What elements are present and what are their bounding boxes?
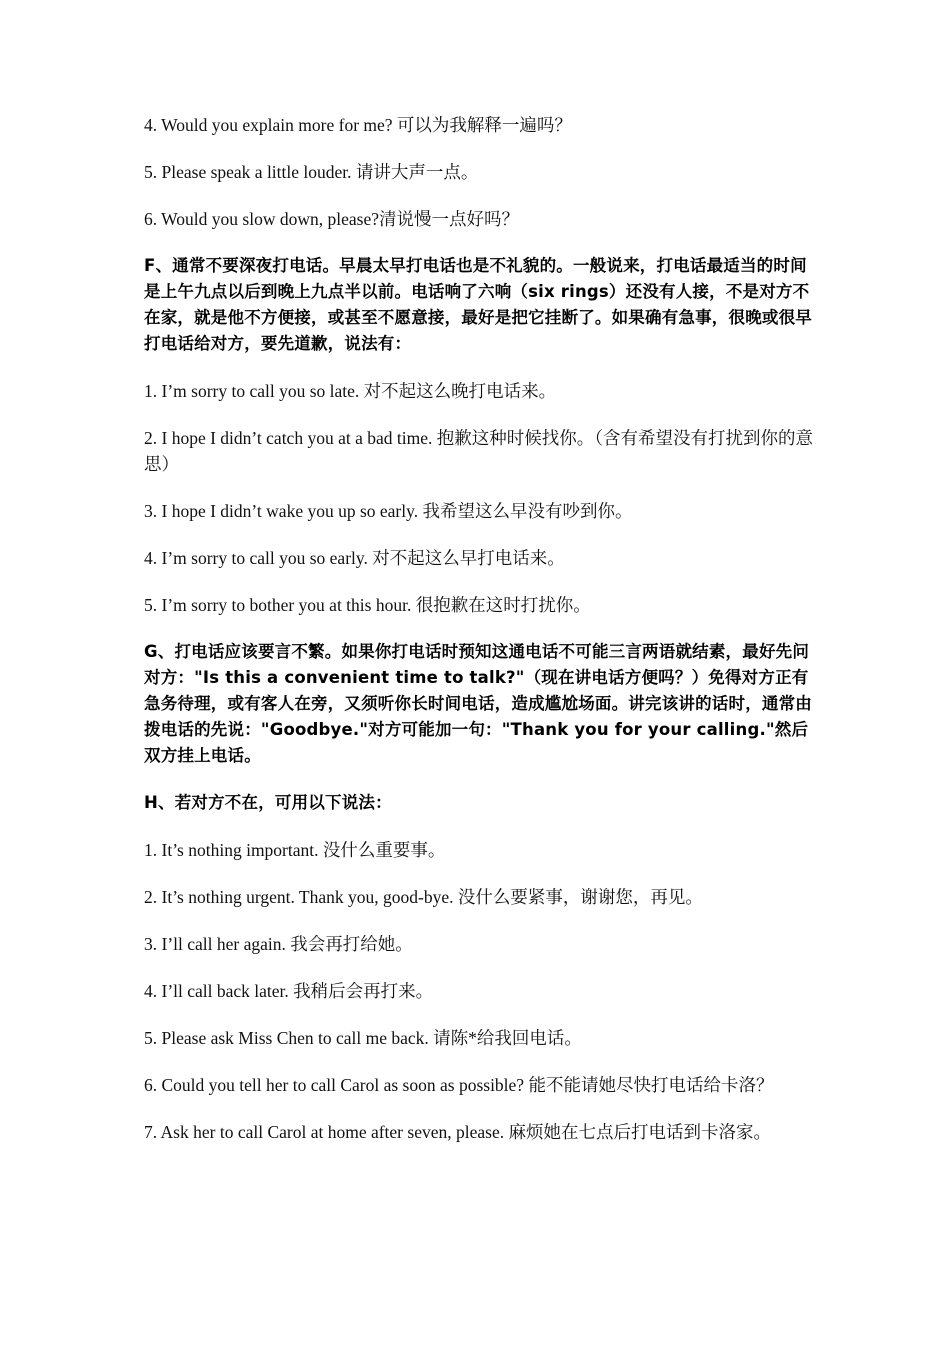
section-f-heading: F、通常不要深夜打电话。早晨太早打电话也是不礼貌的。一般说来，打电话最适当的时间是上午九点以后到晚上九点半以前。电话响了六响（six rings）还没有人接，不是对方不在家，就是他不方便接，或甚至不愿意接，最好是把它挂断了。如果确有急事，很晚或很早打电话给对方，要先道歉，说法有： <box>144 256 812 353</box>
list-item: 6. Would you slow down, please?清说慢一点好吗？ <box>144 209 519 229</box>
section-g-heading: G、打电话应该要言不繁。如果你打电话时预知这通电话不可能三言两语就结素，最好先问对方："Is this a convenient time to talk?"（现在讲电话方便吗？）免得对方正有急务待理，或有客人在旁，又须听你长时间电话，造成尴尬场面。讲完该讲的话时，通常由拨电话的先说："Goodbye."对方可能加一句："Thank you for your calling."然后双方挂上电话。 <box>144 642 812 765</box>
list-item: 4. I’ll call back later. 我稍后会再打来。 <box>144 981 434 1001</box>
list-item: 2. It’s nothing urgent. Thank you, good-bye. 没什么要紧事，谢谢您，再见。 <box>144 887 703 907</box>
list-item: 2. I hope I didn’t catch you at a bad time. 抱歉这种时候找你。（含有希望没有打扰到你的意思） <box>144 428 813 474</box>
list-item: 4. Would you explain more for me? 可以为我解释一遍吗？ <box>144 115 572 135</box>
list-item: 5. I’m sorry to bother you at this hour. 很抱歉在这时打扰你。 <box>144 595 591 615</box>
list-item: 3. I hope I didn’t wake you up so early. 我希望这么早没有吵到你。 <box>144 501 633 521</box>
section-h-heading: H、若对方不在，可用以下说法： <box>144 793 392 812</box>
list-item: 5. Please speak a little louder. 请讲大声一点。 <box>144 162 479 182</box>
list-item: 7. Ask her to call Carol at home after seven, please. 麻烦她在七点后打电话到卡洛家。 <box>144 1122 771 1142</box>
list-item: 5. Please ask Miss Chen to call me back. 请陈*给我回电话。 <box>144 1028 582 1048</box>
list-item: 4. I’m sorry to call you so early. 对不起这么早打电话来。 <box>144 548 565 568</box>
list-item: 1. It’s nothing important. 没什么重要事。 <box>144 840 446 860</box>
list-item: 1. I’m sorry to call you so late. 对不起这么晚打电话来。 <box>144 381 557 401</box>
document-page <box>144 112 816 1166</box>
list-item: 3. I’ll call her again. 我会再打给她。 <box>144 934 413 954</box>
list-item: 6. Could you tell her to call Carol as soon as possible? 能不能请她尽快打电话给卡洛？ <box>144 1075 774 1095</box>
